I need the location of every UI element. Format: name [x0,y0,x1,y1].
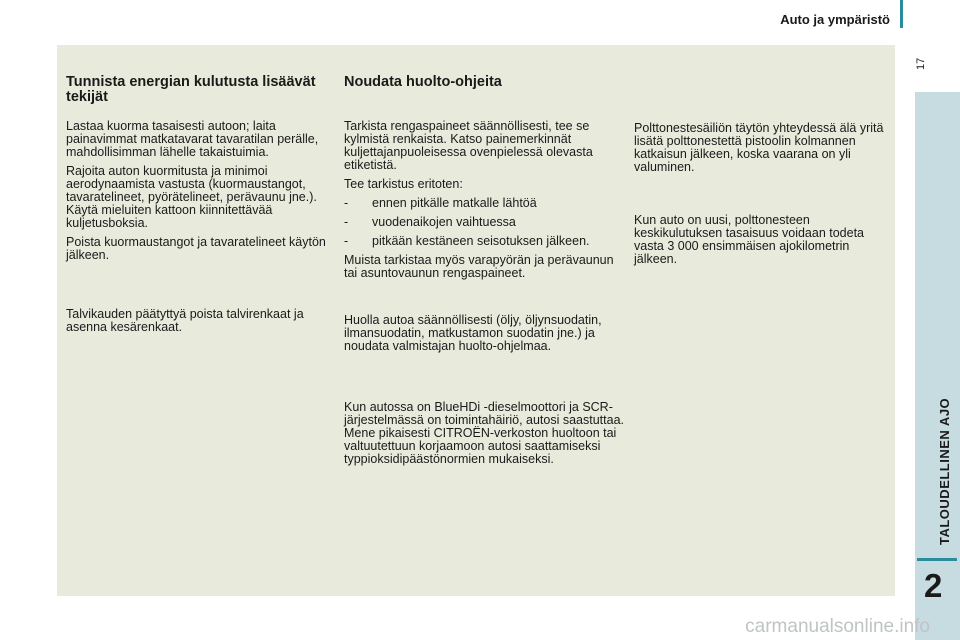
paragraph: Talvikauden päätyttyä poista talvirenkaat ja asenna kesärenkaat. [66,307,304,334]
paragraph: Kun auto on uusi, polttonesteen keskikulutuksen tasaisuus voidaan todeta vasta 3 000 ensimmäisen ajokilometrin jälkeen. [634,213,865,266]
chapter-tab-label: TALOUDELLINEN AJO [937,397,952,545]
column-energy-factors [66,75,331,340]
check-timing-list [344,197,624,248]
watermark: carmanualsonline.info [745,616,930,637]
paragraph: Rajoita auton kuormitusta ja minimoi aerodynaamista vastusta (kuormaustangot, tavaratelineet, pyörätelineet, perävaunu jne.). Käytä mieluiten kattoon kiinnitettävää kuljetusboksia. [66,164,317,230]
paragraph: Tarkista rengaspaineet säännöllisesti, tee se kylmistä renkaista. Katso painemerkinnät kuljettajanpuoleisessa ovenpielessä olevasta etiketistä. [344,119,593,172]
paragraph: Lastaa kuorma tasaisesti autoon; laita painavimmat matkatavarat tavaratilan perälle, mahdollisimman lähelle takaistuimia. [66,119,319,159]
chapter-number: 2 [924,567,943,604]
chapter-tab-rule [917,558,957,561]
maintenance-heading: Noudata huolto-ohjeita [344,74,502,90]
column-maintenance [344,75,624,472]
paragraph: Huolla autoa säännöllisesti (öljy, öljynsuodatin, ilmansuodatin, matkustamon suodatin jne.) ja noudata valmistajan huolto-ohjelmaa. [344,313,602,353]
page-number: 17 [915,57,927,70]
energy-factors-heading: Tunnista energian kulutusta lisäävät tekijät [66,74,316,105]
section-title: Auto ja ympäristö [780,12,890,27]
column-fuel-tips [634,122,894,272]
paragraph: Poista kuormaustangot ja tavaratelineet käytön jälkeen. [66,235,326,262]
paragraph: Tee tarkistus eritoten: [344,177,463,191]
header-accent-rule [900,0,903,28]
list-item: - pitkään kestäneen seisotuksen jälkeen. [344,234,590,248]
paragraph: Muista tarkistaa myös varapyörän ja perävaunun tai asuntovaunun rengaspaineet. [344,253,614,280]
list-item: - ennen pitkälle matkalle lähtöä [344,196,537,210]
paragraph: Kun autossa on BlueHDi -dieselmoottori ja SCR-järjestelmässä on toimintahäiriö, autosi saastuttaa. Mene pikaisesti CITROËN-verkoston huoltoon tai valtuutettuun korjaamoon autosi saattamiseksi typpioksidipäästönormien mukaiseksi. [344,400,625,466]
list-item: - vuodenaikojen vaihtuessa [344,215,516,229]
paragraph: Polttonestesäiliön täytön yhteydessä älä yritä lisätä polttonestettä pistoolin kolmannen katkaisun jälkeen, koska vaarana on yli valuminen. [634,121,884,174]
